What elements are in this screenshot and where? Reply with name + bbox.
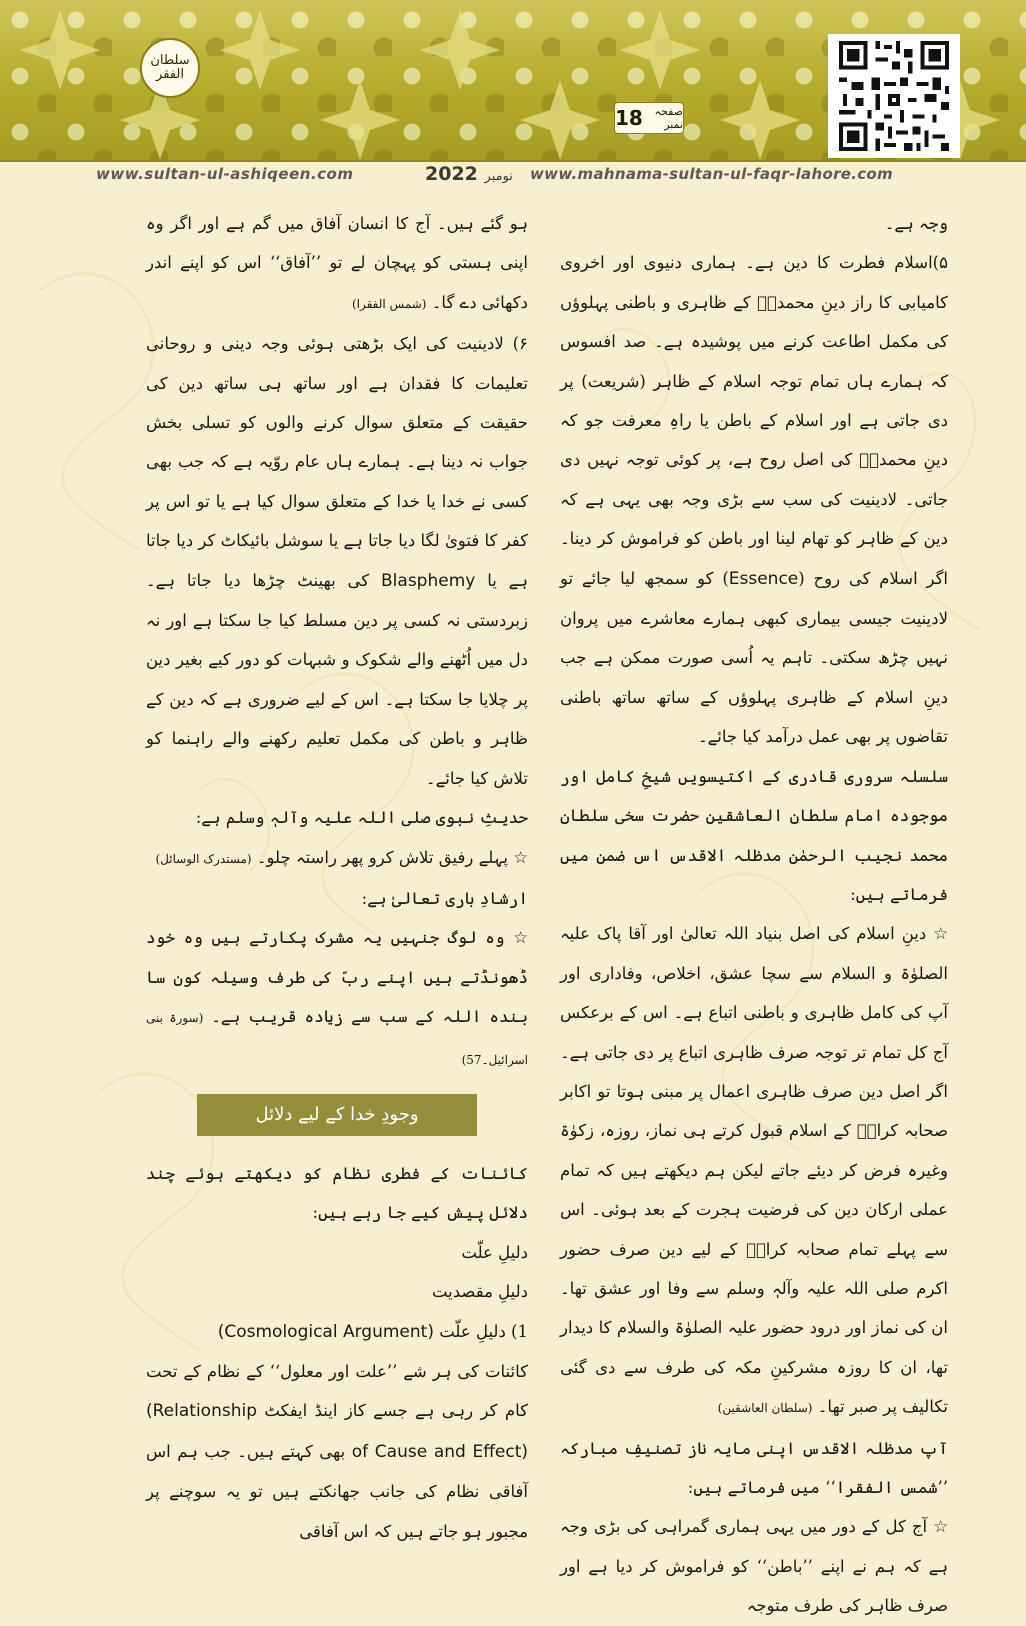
url-bar: [0, 162, 1026, 188]
list-item: دلیلِ علّت: [461, 1242, 528, 1262]
hadith-reference: (مستدرک الوسائل): [155, 851, 252, 866]
quran-reference: (سورۃ بنی اسرائیل۔57): [146, 1011, 528, 1067]
quote-shams-ul-fuqara: ☆ آج کل کے دور میں یہی ہماری گمراہی کی بڑی وجہ ہے کہ ہم نے اپنے ’’باطن‘‘ کو فراموش کر دیا ہے اور صرف ظاہر کی طرف متوجہ: [560, 1517, 948, 1616]
hadith-intro: حدیثِ نبوی صلی اللہ علیہ وآلہٖ وسلم ہے:: [195, 808, 528, 828]
paragraph-point-5: ۵)اسلام فطرت کا دین ہے۔ ہماری دنیوی اور اخروی کامیابی کا راز دینِ محمدیؐ کے ظاہری و باطنی پہلوؤں کی مکمل اطاعت کرنے میں پوشیدہ ہے۔ صد افسوس کہ ہمارے ہاں تمام توجہ اسلام کے ظاہر (شریعت) پر دی جاتی ہے اور اسلام کے باطن یا راہِ معرفت جو کہ دینِ محمدیؐ کی اصل روح ہے، پر کوئی توجہ نہیں دی جاتی۔ لادینیت کی سب سے بڑی وجہ بھی یہی ہے کہ دین کے ظاہر کو تھام لینا اور باطن کو فراموش کر دینا۔ اگر اسلام کی روح (Essence) کو سمجھ لیا جائے تو لادینیت جیسی بیماری کبھی ہمارے معاشرے میں پروان نہیں چڑھ سکتی۔ تاہم یہ اُسی صورت ممکن ہے جب دینِ اسلام کے ظاہری پہلوؤں کے ساتھ ساتھ باطنی تقاضوں پر بھی عمل درآمد کیا جائے۔: [560, 253, 949, 747]
blasphemy-term: Blasphemy: [381, 570, 476, 591]
reference-shams: (شمس الفقرا): [351, 296, 427, 311]
page-number: 18: [615, 106, 643, 130]
paragraph-continuation-left: ہو گئے ہیں۔ آج کا انسان آفاق میں گم ہے اور اگر وہ اپنی ہستی کو پہچان لے تو ’’آفاق‘‘ اس کو اپنے اندر دکھائی دے گا۔ (شمس الفقرا): [146, 214, 528, 312]
quote-sultan-ul-ashiqeen: ☆ دینِ اسلام کی اصل بنیاد اللہ تعالیٰ اور آقا پاک علیہ الصلوٰۃ و السلام سے سچا عشق، اخلاص، وفاداری اور آپ کی کامل ظاہری و باطنی اتباع ہے۔ اس کے برعکس آج کل تمام تر توجہ صرف ظاہری اتباع پر دی جاتی ہے۔ اگر اصل دین صرف ظاہری اعمال پر مبنی ہوتا تو اکابر صحابہ کرامؓ کے اسلام قبول کرتے ہی نماز، روزہ، زکوٰۃ وغیرہ فرض کر دیئے جاتے لیکن ہم دیکھتے ہیں کہ تمام عملی ارکان دین کی فرضیت ہجرت کے بعد ہوئی۔ اس سے پہلے تمام صحابہ کرامؓ کے لیے دین صرف حضور اکرم صلی اللہ علیہ وآلہٖ وسلم سے وفا اور عشق تھا۔ ان کی نماز اور درود حضور علیہ الصلوٰۃ والسلام کا دیدار تھا، ان کا روزہ مشرکینِ مکہ کی طرف سے دی گئی تکالیف پر صبر تھا۔ (سلطان العاشقین): [560, 924, 948, 1417]
issue-month: نومبر: [484, 169, 513, 184]
section-intro: کائنات کے فطری نظام کو دیکھتے ہوئے چند دلائل پیش کیے جا رہے ہیں:: [146, 1163, 528, 1223]
article-column-right: [560, 204, 948, 1626]
hadith-quote: ☆ پہلے رفیق تلاش کرو پھر راستہ چلو۔ (مستدرک الوسائل): [155, 847, 528, 867]
quran-quote: ☆ وہ لوگ جنہیں یہ مشرک پکارتے ہیں وہ خود ڈھونڈتے ہیں اپنے ربّ کی طرف وسیلہ کون سا بندہ اللہ کے سب سے زیادہ قریب ہے۔ (سورۃ بنی اسرائیل۔57): [146, 928, 529, 1067]
list-item: دلیلِ مقصدیت: [431, 1282, 528, 1302]
paragraph-point-6: ۶) لادینیت کی ایک بڑھتی ہوئی وجہ دینی و روحانی تعلیمات کا فقدان ہے اور ساتھ ہی ساتھ دین کی حقیقت کے متعلق سوال کرنے والوں کو تسلی بخش جواب نہ دینا ہے۔ ہمارے ہاں عام روّیہ ہے کہ جب بھی کسی نے خدا یا خدا کے متعلق سوال کیا ہے یا تو اس پر کفر کا فتویٰ لگا دیا جاتا ہے یا سوشل بائیکاٹ کر دیا جاتا ہے یا Blasphemy کی بھینٹ چڑھا دیا جاتا ہے۔ زبردستی نہ کسی پر دین مسلط کیا جا سکتا ہے اور نہ دل میں اُٹھنے والے شکوک و شبہات کو دور کیے بغیر دین پر چلایا جا سکتا ہے۔ اس کے لیے ضروری ہے کہ دین کے ظاہر و باطن کی مکمل تعلیم رکھنے والے راہنما کو تلاش کیا جائے۔: [146, 334, 529, 788]
article-column-left: [146, 204, 528, 1551]
website-link-left[interactable]: www.sultan-ul-ashiqeen.com: [96, 165, 354, 183]
argument-1-text: کائنات کی ہر شے ’’علت اور معلول‘‘ کے نظام کے تحت کام کر رہی ہے جسے کاز اینڈ ایفکٹ (Relationship of Cause and Effect) بھی کہتے ہیں۔ جب ہم اس آفاقی نظام کی جانب جھانکتے ہیں تو یہ سوچنے پر مجبور ہو جاتے ہیں کہ اس آفاقی: [146, 1361, 529, 1541]
quote-reference: (سلطان العاشقین): [717, 1401, 813, 1416]
qr-code: [828, 34, 960, 158]
paragraph-sultan-intro: سلسلہ سروری قادری کے اکتیسویں شیخِ کامل اور موجودہ امام سلطان العاشقین حضرت سخی سلطان محمد نجیب الرحمٰن مدظلہ الاقدس اس ضمن میں فرماتے ہیں:: [560, 766, 948, 904]
page-header: [0, 0, 1026, 162]
paragraph-continuation: وجہ ہے۔: [884, 214, 948, 233]
paragraph-shams-intro: آپ مدظلہ الاقدس اپنی مایہ ناز تصنیفِ مبارکہ ’’شمس الفقرا‘‘ میں فرماتے ہیں:: [560, 1438, 948, 1497]
essence-term: Essence: [728, 568, 799, 589]
magazine-logo: سلطان الفقر: [140, 38, 200, 98]
website-link-right[interactable]: www.mahnama-sultan-ul-faqr-lahore.com: [530, 165, 893, 183]
issue-year: 2022: [425, 163, 478, 185]
cause-effect-term: (Relationship of Cause and Effect): [146, 1401, 529, 1462]
section-heading: وجودِ خدا کے لیے دلائل: [197, 1094, 477, 1136]
quran-intro: ارشادِ باری تعالیٰ ہے:: [361, 888, 528, 908]
cosmological-term: (Cosmological Argument): [217, 1321, 434, 1342]
argument-1-title: 1) دلیلِ علّت (Cosmological Argument): [217, 1321, 528, 1342]
page-number-badge: [614, 102, 684, 134]
issue-date: [425, 163, 517, 185]
page-label: صفحہ نمبر: [654, 105, 683, 131]
